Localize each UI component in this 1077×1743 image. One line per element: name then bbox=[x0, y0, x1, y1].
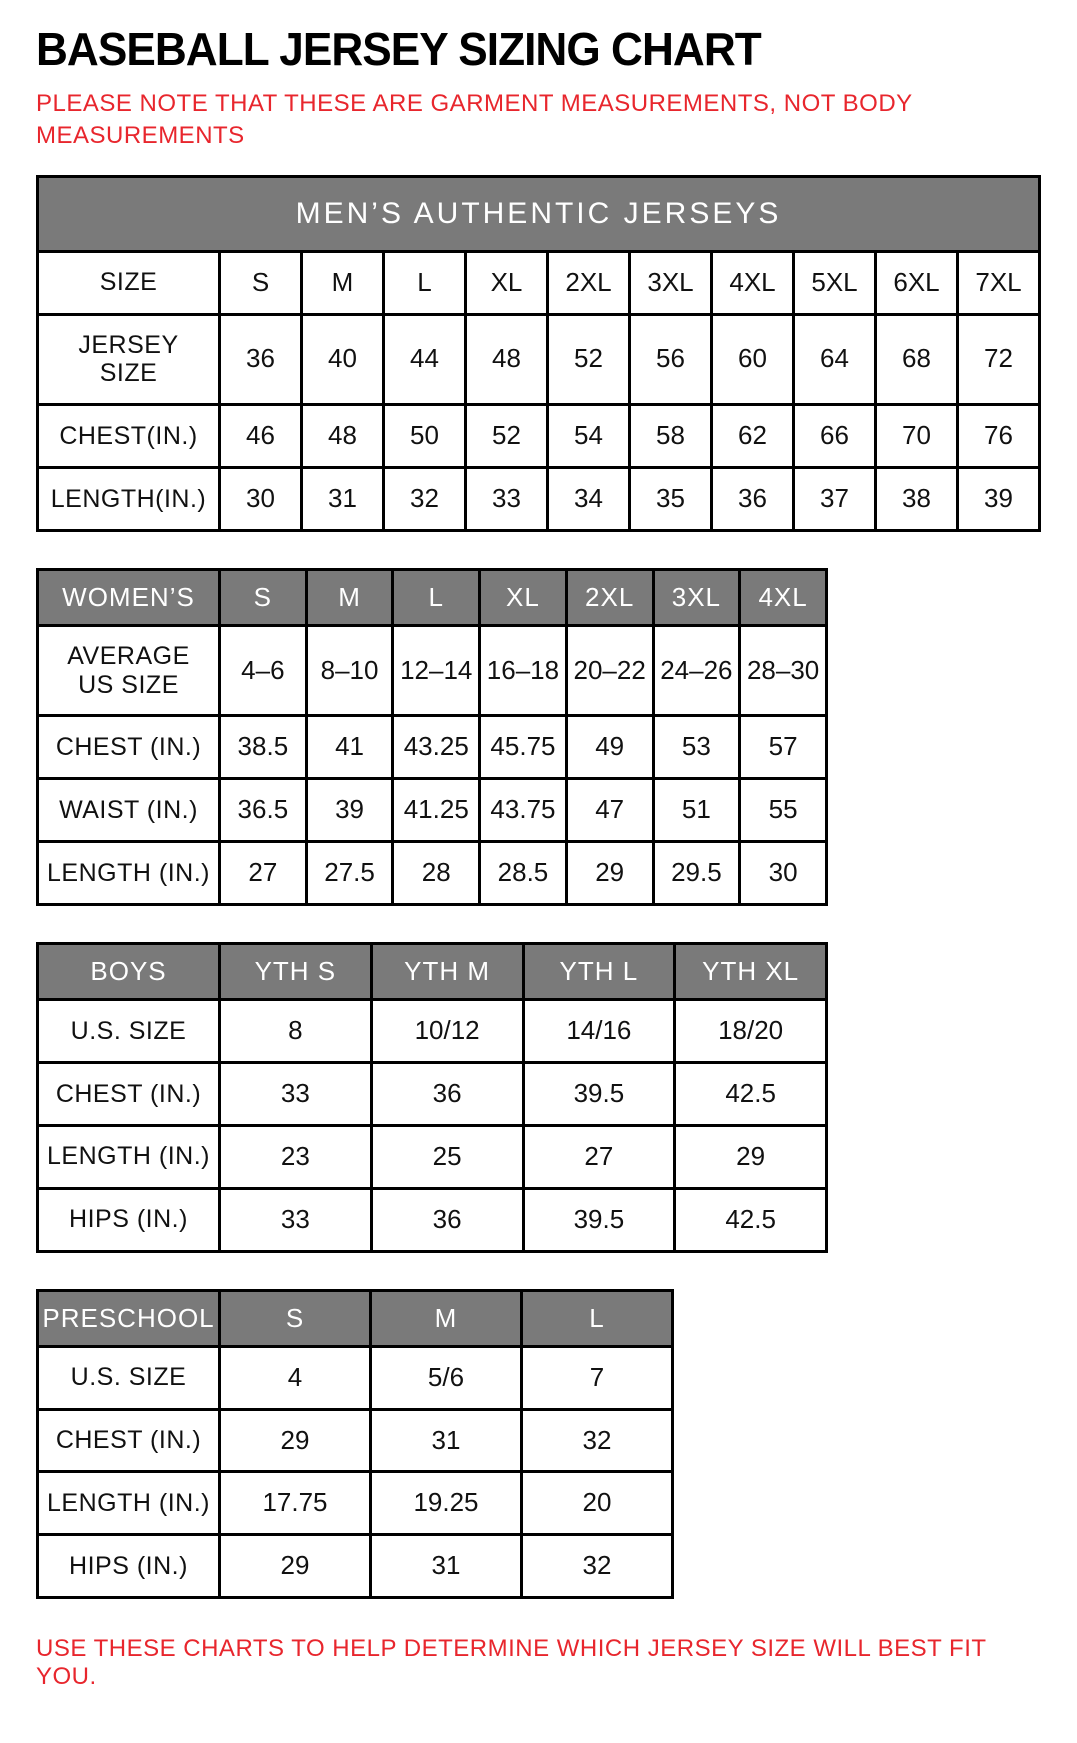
table-row bbox=[38, 314, 1040, 405]
table-cell: 33 bbox=[220, 1188, 372, 1251]
table-cell: 76 bbox=[958, 405, 1040, 468]
table-cell: 64 bbox=[794, 314, 876, 405]
row-label: HIPS (IN.) bbox=[38, 1535, 220, 1598]
table-cell: 8–10 bbox=[306, 625, 393, 716]
table-cell: 36 bbox=[712, 468, 794, 531]
table-cell: 3XL bbox=[630, 251, 712, 314]
table-row bbox=[38, 1346, 673, 1409]
table-cell: 54 bbox=[548, 405, 630, 468]
table-cell: 5XL bbox=[794, 251, 876, 314]
table-cell: 29 bbox=[566, 842, 653, 905]
table-cell: 39.5 bbox=[523, 1063, 675, 1126]
row-label: CHEST (IN.) bbox=[38, 716, 220, 779]
mens-authentic-jerseys-header: MEN’S AUTHENTIC JERSEYS bbox=[38, 176, 1040, 251]
table-cell: 42.5 bbox=[675, 1063, 827, 1126]
table-cell: 27 bbox=[220, 842, 307, 905]
row-label: U.S. SIZE bbox=[38, 1000, 220, 1063]
column-header: 3XL bbox=[653, 569, 740, 625]
table-cell: 45.75 bbox=[480, 716, 567, 779]
page-title: BASEBALL JERSEY SIZING CHART bbox=[36, 23, 761, 75]
row-label: U.S. SIZE bbox=[38, 1346, 220, 1409]
table-cell: 58 bbox=[630, 405, 712, 468]
table-cell: 20 bbox=[522, 1472, 673, 1535]
table-row bbox=[38, 1000, 827, 1063]
column-header: BOYS bbox=[38, 944, 220, 1000]
table-row bbox=[38, 1409, 673, 1472]
table-cell: 56 bbox=[630, 314, 712, 405]
table-cell: 66 bbox=[794, 405, 876, 468]
table-cell: 68 bbox=[876, 314, 958, 405]
column-header: S bbox=[220, 569, 307, 625]
table-cell: 47 bbox=[566, 779, 653, 842]
mens-sizing-table bbox=[36, 175, 1041, 532]
table-cell: 23 bbox=[220, 1125, 372, 1188]
row-label: CHEST(IN.) bbox=[38, 405, 220, 468]
preschool-sizing-table bbox=[36, 1289, 674, 1600]
table-row bbox=[38, 468, 1040, 531]
table-row bbox=[38, 1063, 827, 1126]
boys-sizing-table bbox=[36, 942, 828, 1253]
table-cell: 29 bbox=[220, 1409, 371, 1472]
table-cell: 53 bbox=[653, 716, 740, 779]
row-label: HIPS (IN.) bbox=[38, 1188, 220, 1251]
table-cell: 7XL bbox=[958, 251, 1040, 314]
table-cell: 32 bbox=[384, 468, 466, 531]
column-header: YTH XL bbox=[675, 944, 827, 1000]
column-header: 4XL bbox=[740, 569, 827, 625]
table-cell: 40 bbox=[302, 314, 384, 405]
table-cell: 34 bbox=[548, 468, 630, 531]
table-cell: 19.25 bbox=[371, 1472, 522, 1535]
table-row bbox=[38, 716, 827, 779]
table-cell: 50 bbox=[384, 405, 466, 468]
table-cell: 14/16 bbox=[523, 1000, 675, 1063]
table-cell: 4–6 bbox=[220, 625, 307, 716]
row-label: JERSEY SIZE bbox=[38, 314, 220, 405]
table-row bbox=[38, 251, 1040, 314]
table-cell: 41.25 bbox=[393, 779, 480, 842]
table-cell: 28.5 bbox=[480, 842, 567, 905]
table-cell: 28 bbox=[393, 842, 480, 905]
column-header: M bbox=[371, 1290, 522, 1346]
table-cell: 27.5 bbox=[306, 842, 393, 905]
table-cell: 31 bbox=[371, 1535, 522, 1598]
footer-note: USE THESE CHARTS TO HELP DETERMINE WHICH JERSEY SIZE WILL BEST FIT YOU. bbox=[36, 1635, 987, 1691]
column-header: L bbox=[522, 1290, 673, 1346]
table-cell: 29 bbox=[675, 1125, 827, 1188]
womens-sizing-table bbox=[36, 568, 828, 906]
table-cell: 30 bbox=[740, 842, 827, 905]
table-cell: 42.5 bbox=[675, 1188, 827, 1251]
table-cell: 25 bbox=[371, 1125, 523, 1188]
table-cell: 51 bbox=[653, 779, 740, 842]
row-label: CHEST (IN.) bbox=[38, 1063, 220, 1126]
table-cell: 43.75 bbox=[480, 779, 567, 842]
row-label: LENGTH (IN.) bbox=[38, 1472, 220, 1535]
table-cell: 36 bbox=[371, 1188, 523, 1251]
table-cell: 52 bbox=[466, 405, 548, 468]
column-header: 2XL bbox=[566, 569, 653, 625]
column-header: PRESCHOOL bbox=[38, 1290, 220, 1346]
table-cell: 7 bbox=[522, 1346, 673, 1409]
table-cell: 5/6 bbox=[371, 1346, 522, 1409]
row-label: CHEST (IN.) bbox=[38, 1409, 220, 1472]
table-cell: 30 bbox=[220, 468, 302, 531]
table-row bbox=[38, 1472, 673, 1535]
table-cell: 16–18 bbox=[480, 625, 567, 716]
table-cell: 37 bbox=[794, 468, 876, 531]
table-cell: 60 bbox=[712, 314, 794, 405]
column-header: L bbox=[393, 569, 480, 625]
table-cell: 29.5 bbox=[653, 842, 740, 905]
table-cell: 35 bbox=[630, 468, 712, 531]
table-cell: 72 bbox=[958, 314, 1040, 405]
row-label: LENGTH (IN.) bbox=[38, 1125, 220, 1188]
table-cell: 36 bbox=[220, 314, 302, 405]
table-cell: 62 bbox=[712, 405, 794, 468]
table-cell: 20–22 bbox=[566, 625, 653, 716]
table-cell: 31 bbox=[371, 1409, 522, 1472]
table-cell: 32 bbox=[522, 1409, 673, 1472]
row-label: LENGTH(IN.) bbox=[38, 468, 220, 531]
table-cell: 28–30 bbox=[740, 625, 827, 716]
table-cell: 8 bbox=[220, 1000, 372, 1063]
table-cell: 41 bbox=[306, 716, 393, 779]
table-cell: 12–14 bbox=[393, 625, 480, 716]
column-header: S bbox=[220, 1290, 371, 1346]
table-row bbox=[38, 1188, 827, 1251]
table-cell: 24–26 bbox=[653, 625, 740, 716]
table-cell: 4XL bbox=[712, 251, 794, 314]
table-cell: 49 bbox=[566, 716, 653, 779]
table-cell: 70 bbox=[876, 405, 958, 468]
table-row bbox=[38, 1125, 827, 1188]
table-cell: 44 bbox=[384, 314, 466, 405]
table-row bbox=[38, 842, 827, 905]
table-cell: 31 bbox=[302, 468, 384, 531]
column-header: YTH L bbox=[523, 944, 675, 1000]
column-header: WOMEN’S bbox=[38, 569, 220, 625]
row-label: AVERAGE US SIZE bbox=[38, 625, 220, 716]
table-cell: 6XL bbox=[876, 251, 958, 314]
table-cell: 27 bbox=[523, 1125, 675, 1188]
row-label: WAIST (IN.) bbox=[38, 779, 220, 842]
table-cell: 39.5 bbox=[523, 1188, 675, 1251]
table-cell: 48 bbox=[466, 314, 548, 405]
table-cell: 33 bbox=[220, 1063, 372, 1126]
table-row bbox=[38, 625, 827, 716]
table-cell: 52 bbox=[548, 314, 630, 405]
table-cell: 4 bbox=[220, 1346, 371, 1409]
column-header: YTH M bbox=[371, 944, 523, 1000]
table-cell: 10/12 bbox=[371, 1000, 523, 1063]
table-cell: XL bbox=[466, 251, 548, 314]
table-cell: 17.75 bbox=[220, 1472, 371, 1535]
table-cell: 29 bbox=[220, 1535, 371, 1598]
table-cell: 2XL bbox=[548, 251, 630, 314]
table-cell: 32 bbox=[522, 1535, 673, 1598]
table-cell: 18/20 bbox=[675, 1000, 827, 1063]
table-cell: M bbox=[302, 251, 384, 314]
row-label: LENGTH (IN.) bbox=[38, 842, 220, 905]
table-cell: 43.25 bbox=[393, 716, 480, 779]
table-cell: S bbox=[220, 251, 302, 314]
table-cell: 39 bbox=[306, 779, 393, 842]
table-cell: L bbox=[384, 251, 466, 314]
column-header: M bbox=[306, 569, 393, 625]
table-cell: 39 bbox=[958, 468, 1040, 531]
garment-measurement-note: PLEASE NOTE THAT THESE ARE GARMENT MEASUREMENTS, NOT BODY MEASUREMENTS bbox=[36, 90, 913, 150]
column-header: XL bbox=[480, 569, 567, 625]
table-cell: 55 bbox=[740, 779, 827, 842]
table-cell: 46 bbox=[220, 405, 302, 468]
table-cell: 57 bbox=[740, 716, 827, 779]
table-cell: 33 bbox=[466, 468, 548, 531]
table-cell: 38.5 bbox=[220, 716, 307, 779]
table-cell: 36 bbox=[371, 1063, 523, 1126]
row-label: SIZE bbox=[38, 251, 220, 314]
table-row bbox=[38, 405, 1040, 468]
table-cell: 38 bbox=[876, 468, 958, 531]
table-row bbox=[38, 779, 827, 842]
table-cell: 36.5 bbox=[220, 779, 307, 842]
table-cell: 48 bbox=[302, 405, 384, 468]
table-row bbox=[38, 1535, 673, 1598]
column-header: YTH S bbox=[220, 944, 372, 1000]
